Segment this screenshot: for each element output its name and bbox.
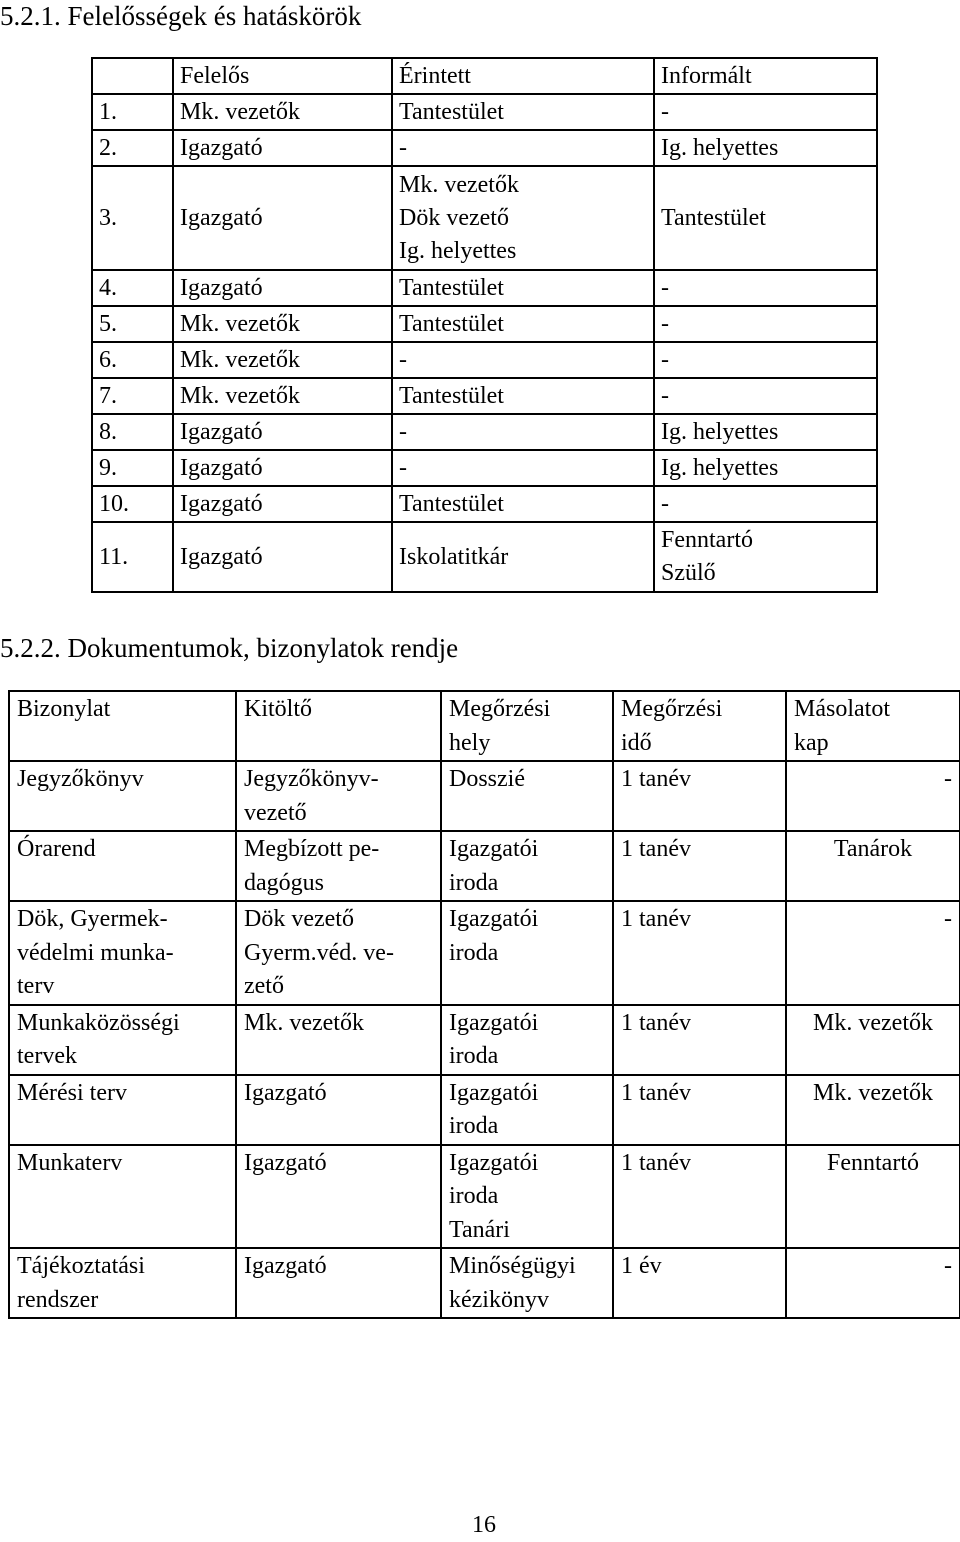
section-heading-documents: 5.2.2. Dokumentumok, bizonylatok rendje <box>0 633 459 663</box>
storage-time-cell: 1 tanév <box>613 901 786 1005</box>
informed-cell: - <box>654 486 877 522</box>
copy-recipient-cell: Mk. vezetők <box>786 1005 960 1075</box>
copy-recipient-cell: Mk. vezetők <box>786 1075 960 1145</box>
responsible-cell: Igazgató <box>173 522 392 592</box>
storage-place-cell: Igazgatói iroda <box>441 831 613 901</box>
header-cell-document: Bizonylat <box>9 691 236 761</box>
responsible-cell: Igazgató <box>173 130 392 166</box>
filler-cell: Dök vezető Gyerm.véd. ve- zető <box>236 901 441 1005</box>
header-cell-informed: Informált <box>654 58 877 94</box>
storage-place-cell: Igazgatói iroda <box>441 1075 613 1145</box>
row-number: 9. <box>92 450 173 486</box>
informed-cell: - <box>654 306 877 342</box>
row-number: 3. <box>92 166 173 270</box>
involved-cell: Tantestület <box>392 306 654 342</box>
page-number: 16 <box>472 1512 496 1538</box>
storage-time-cell: 1 tanév <box>613 1145 786 1249</box>
storage-place-cell: Igazgatói iroda Tanári <box>441 1145 613 1249</box>
involved-cell: - <box>392 342 654 378</box>
informed-cell: Ig. helyettes <box>654 450 877 486</box>
storage-place-cell: Igazgatói iroda <box>441 901 613 1005</box>
table-row <box>92 94 877 130</box>
row-number: 10. <box>92 486 173 522</box>
row-number: 7. <box>92 378 173 414</box>
section-heading-responsibilities: 5.2.1. Felelősségek és hatáskörök <box>0 1 362 31</box>
responsible-cell: Igazgató <box>173 486 392 522</box>
table-row <box>9 901 960 1005</box>
informed-cell: Fenntartó Szülő <box>654 522 877 592</box>
copy-recipient-cell: - <box>786 901 960 1005</box>
involved-cell: Tantestület <box>392 378 654 414</box>
informed-cell: - <box>654 342 877 378</box>
table-row <box>92 450 877 486</box>
document-cell: Munkaterv <box>9 1145 236 1249</box>
table-header-row <box>9 691 960 761</box>
header-cell-responsible: Felelős <box>173 58 392 94</box>
table-row <box>9 831 960 901</box>
copy-recipient-cell: - <box>786 1248 960 1318</box>
table-row <box>92 270 877 306</box>
table-row <box>9 761 960 831</box>
table-row <box>9 1145 960 1249</box>
responsible-cell: Igazgató <box>173 414 392 450</box>
responsible-cell: Mk. vezetők <box>173 342 392 378</box>
header-cell-storage-place: Megőrzési hely <box>441 691 613 761</box>
row-number: 6. <box>92 342 173 378</box>
header-cell-involved: Érintett <box>392 58 654 94</box>
table-row <box>92 130 877 166</box>
row-number: 8. <box>92 414 173 450</box>
responsible-cell: Mk. vezetők <box>173 94 392 130</box>
document-cell: Dök, Gyermek- védelmi munka- terv <box>9 901 236 1005</box>
filler-cell: Igazgató <box>236 1248 441 1318</box>
filler-cell: Jegyzőkönyv- vezető <box>236 761 441 831</box>
table-row <box>92 522 877 592</box>
filler-cell: Megbízott pe- dagógus <box>236 831 441 901</box>
responsible-cell: Mk. vezetők <box>173 306 392 342</box>
filler-cell: Mk. vezetők <box>236 1005 441 1075</box>
document-cell: Órarend <box>9 831 236 901</box>
table-header-row <box>92 58 877 94</box>
document-cell: Jegyzőkönyv <box>9 761 236 831</box>
storage-time-cell: 1 tanév <box>613 1005 786 1075</box>
table-row <box>9 1075 960 1145</box>
informed-cell: Tantestület <box>654 166 877 270</box>
storage-time-cell: 1 tanév <box>613 1075 786 1145</box>
header-cell-number <box>92 58 173 94</box>
row-number: 4. <box>92 270 173 306</box>
responsible-cell: Igazgató <box>173 166 392 270</box>
table-row <box>92 342 877 378</box>
copy-recipient-cell: - <box>786 761 960 831</box>
involved-cell: - <box>392 450 654 486</box>
table-row <box>9 1248 960 1318</box>
responsibilities-table <box>91 57 878 593</box>
copy-recipient-cell: Tanárok <box>786 831 960 901</box>
filler-cell: Igazgató <box>236 1145 441 1249</box>
storage-place-cell: Dosszié <box>441 761 613 831</box>
informed-cell: - <box>654 94 877 130</box>
filler-cell: Igazgató <box>236 1075 441 1145</box>
involved-cell: - <box>392 414 654 450</box>
responsible-cell: Igazgató <box>173 270 392 306</box>
involved-cell: - <box>392 130 654 166</box>
table-row <box>92 306 877 342</box>
header-cell-copy-recipient: Másolatot kap <box>786 691 960 761</box>
informed-cell: Ig. helyettes <box>654 130 877 166</box>
document-cell: Tájékoztatási rendszer <box>9 1248 236 1318</box>
involved-cell: Iskolatitkár <box>392 522 654 592</box>
row-number: 1. <box>92 94 173 130</box>
informed-cell: - <box>654 378 877 414</box>
table-row <box>92 414 877 450</box>
storage-time-cell: 1 év <box>613 1248 786 1318</box>
informed-cell: Ig. helyettes <box>654 414 877 450</box>
storage-place-cell: Minőségügyi kézikönyv <box>441 1248 613 1318</box>
table-row <box>92 486 877 522</box>
header-cell-storage-time: Megőrzési idő <box>613 691 786 761</box>
involved-cell: Tantestület <box>392 270 654 306</box>
header-cell-filler: Kitöltő <box>236 691 441 761</box>
involved-cell: Tantestület <box>392 486 654 522</box>
copy-recipient-cell: Fenntartó <box>786 1145 960 1249</box>
responsible-cell: Mk. vezetők <box>173 378 392 414</box>
table-row <box>9 1005 960 1075</box>
table-row <box>92 166 877 270</box>
storage-place-cell: Igazgatói iroda <box>441 1005 613 1075</box>
responsible-cell: Igazgató <box>173 450 392 486</box>
storage-time-cell: 1 tanév <box>613 831 786 901</box>
informed-cell: - <box>654 270 877 306</box>
row-number: 11. <box>92 522 173 592</box>
row-number: 5. <box>92 306 173 342</box>
involved-cell: Mk. vezetők Dök vezető Ig. helyettes <box>392 166 654 270</box>
involved-cell: Tantestület <box>392 94 654 130</box>
row-number: 2. <box>92 130 173 166</box>
documents-table <box>8 690 960 1319</box>
document-cell: Mérési terv <box>9 1075 236 1145</box>
storage-time-cell: 1 tanév <box>613 761 786 831</box>
table-row <box>92 378 877 414</box>
document-cell: Munkaközösségi tervek <box>9 1005 236 1075</box>
